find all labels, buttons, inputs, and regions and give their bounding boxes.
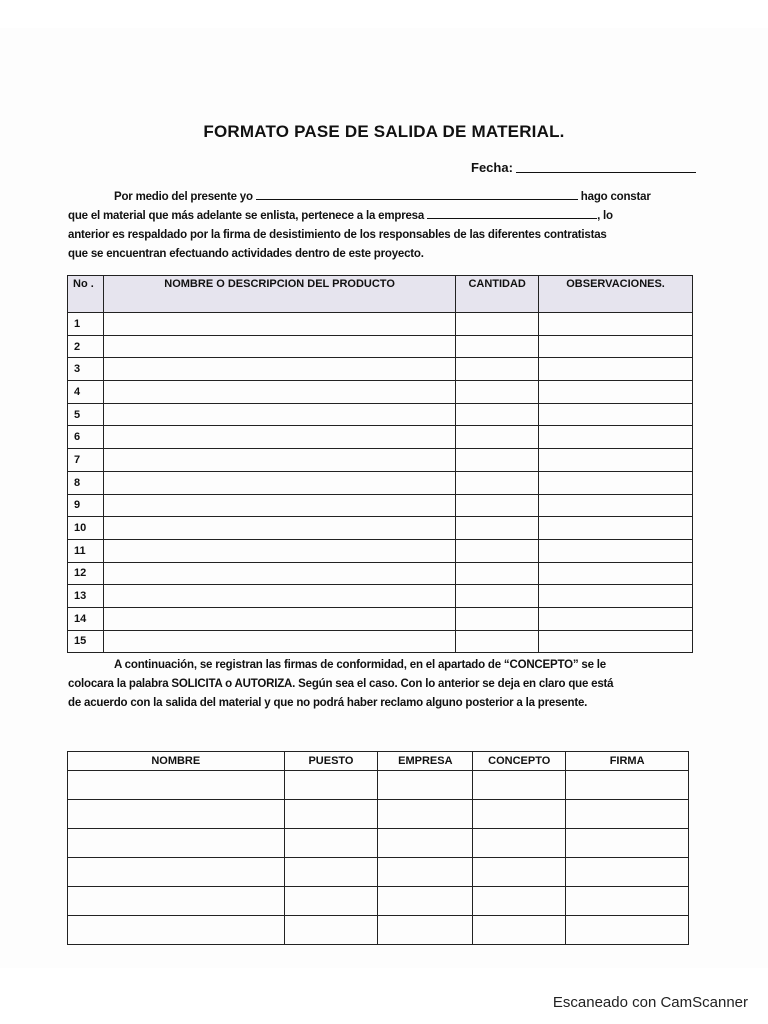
intro-text-2: hago constar [580,191,651,203]
header-concepto: CONCEPTO [473,752,566,771]
name-blank-line [256,199,578,200]
intro-text-5: anterior es respaldado por la firma de desistimiento de los responsables de las diferentes contratistas [68,229,607,241]
quantity-cell[interactable] [456,607,539,630]
concepto-cell[interactable] [473,887,566,916]
row-number: 13 [68,585,104,608]
row-number: 2 [68,335,104,358]
observations-cell[interactable] [539,471,693,494]
row-number: 9 [68,494,104,517]
fecha-blank-line [516,172,696,173]
header-observations: OBSERVACIONES. [539,276,693,313]
description-cell[interactable] [103,607,455,630]
header-puesto: PUESTO [284,752,378,771]
material-row [68,494,693,517]
quantity-cell[interactable] [456,403,539,426]
description-cell[interactable] [103,426,455,449]
concepto-cell[interactable] [473,858,566,887]
row-number: 8 [68,471,104,494]
quantity-cell[interactable] [456,494,539,517]
description-cell[interactable] [103,539,455,562]
nombre-cell[interactable] [68,829,285,858]
quantity-cell[interactable] [456,313,539,336]
concepto-cell[interactable] [473,800,566,829]
intro-paragraph [68,188,708,264]
material-row [68,381,693,404]
nombre-cell[interactable] [68,771,285,800]
description-cell[interactable] [103,449,455,472]
empresa-cell[interactable] [378,800,473,829]
signature-row [68,771,689,800]
signature-text-2: colocara la palabra SOLICITA o AUTORIZA. Según sea el caso. Con lo anterior se deja en claro que está [68,678,614,690]
material-row [68,403,693,426]
empresa-cell[interactable] [378,916,473,945]
header-nombre: NOMBRE [68,752,285,771]
puesto-cell[interactable] [284,916,378,945]
description-cell[interactable] [103,313,455,336]
material-row [68,562,693,585]
concepto-cell[interactable] [473,916,566,945]
fecha-label: Fecha: [471,160,513,175]
observations-cell[interactable] [539,585,693,608]
material-row [68,539,693,562]
quantity-cell[interactable] [456,585,539,608]
description-cell[interactable] [103,403,455,426]
quantity-cell[interactable] [456,471,539,494]
material-row [68,313,693,336]
row-number: 6 [68,426,104,449]
row-number: 7 [68,449,104,472]
nombre-cell[interactable] [68,800,285,829]
signature-row [68,858,689,887]
firma-cell[interactable] [566,887,689,916]
row-number: 11 [68,539,104,562]
quantity-cell[interactable] [456,539,539,562]
description-cell[interactable] [103,562,455,585]
material-row [68,471,693,494]
signature-row [68,887,689,916]
description-cell[interactable] [103,494,455,517]
description-cell[interactable] [103,585,455,608]
intro-text-1: Por medio del presente yo [114,191,253,203]
firma-cell[interactable] [566,858,689,887]
header-description: NOMBRE O DESCRIPCION DEL PRODUCTO [103,276,455,313]
puesto-cell[interactable] [284,771,378,800]
description-cell[interactable] [103,381,455,404]
description-cell[interactable] [103,630,455,653]
description-cell[interactable] [103,335,455,358]
header-firma: FIRMA [566,752,689,771]
quantity-cell[interactable] [456,630,539,653]
empresa-cell[interactable] [378,771,473,800]
material-row [68,517,693,540]
description-cell[interactable] [103,517,455,540]
observations-cell[interactable] [539,494,693,517]
quantity-cell[interactable] [456,562,539,585]
material-table-header [68,276,693,313]
header-quantity: CANTIDAD [456,276,539,313]
empresa-cell[interactable] [378,887,473,916]
quantity-cell[interactable] [456,449,539,472]
quantity-cell[interactable] [456,358,539,381]
observations-cell[interactable] [539,335,693,358]
concepto-cell[interactable] [473,771,566,800]
material-row [68,335,693,358]
row-number: 5 [68,403,104,426]
observations-cell[interactable] [539,426,693,449]
row-number: 4 [68,381,104,404]
empresa-cell[interactable] [378,858,473,887]
observations-cell[interactable] [539,313,693,336]
puesto-cell[interactable] [284,887,378,916]
quantity-cell[interactable] [456,517,539,540]
nombre-cell[interactable] [68,916,285,945]
row-number: 15 [68,630,104,653]
row-number: 12 [68,562,104,585]
material-row [68,358,693,381]
signature-row [68,829,689,858]
document-title: FORMATO PASE DE SALIDA DE MATERIAL. [203,122,565,141]
row-number: 1 [68,313,104,336]
material-row [68,585,693,608]
intro-text-6: que se encuentran efectuando actividades dentro de este proyecto. [68,248,424,260]
signature-row [68,800,689,829]
description-cell[interactable] [103,471,455,494]
observations-cell[interactable] [539,607,693,630]
observations-cell[interactable] [539,449,693,472]
camscanner-watermark: Escaneado con CamScanner [552,994,748,1011]
quantity-cell[interactable] [456,426,539,449]
nombre-cell[interactable] [68,858,285,887]
material-row [68,630,693,653]
company-blank-line [427,218,597,219]
concepto-cell[interactable] [473,829,566,858]
quantity-cell[interactable] [456,381,539,404]
material-row [68,449,693,472]
signature-table [67,751,689,945]
observations-cell[interactable] [539,539,693,562]
observations-cell[interactable] [539,381,693,404]
firma-cell[interactable] [566,800,689,829]
puesto-cell[interactable] [284,829,378,858]
observations-cell[interactable] [539,517,693,540]
observations-cell[interactable] [539,403,693,426]
row-number: 14 [68,607,104,630]
header-empresa: EMPRESA [378,752,473,771]
header-no: No . [68,276,104,313]
empresa-cell[interactable] [378,829,473,858]
description-cell[interactable] [103,358,455,381]
material-row [68,607,693,630]
firma-cell[interactable] [566,829,689,858]
material-table [67,275,693,653]
puesto-cell[interactable] [284,858,378,887]
intro-text-4: , lo [597,210,613,222]
signature-table-header [68,752,689,771]
signature-text-3: de acuerdo con la salida del material y que no podrá haber reclamo alguno posterior a la presente. [68,697,588,709]
puesto-cell[interactable] [284,800,378,829]
signature-paragraph [68,656,708,713]
observations-cell[interactable] [539,358,693,381]
firma-cell[interactable] [566,916,689,945]
firma-cell[interactable] [566,771,689,800]
intro-text-3: que el material que más adelante se enlista, pertenece a la empresa [68,210,425,222]
observations-cell[interactable] [539,630,693,653]
signature-row [68,916,689,945]
signature-text-1: A continuación, se registran las firmas de conformidad, en el apartado de “CONCEPTO” se le [114,659,606,671]
material-row [68,426,693,449]
observations-cell[interactable] [539,562,693,585]
quantity-cell[interactable] [456,335,539,358]
row-number: 10 [68,517,104,540]
row-number: 3 [68,358,104,381]
nombre-cell[interactable] [68,887,285,916]
